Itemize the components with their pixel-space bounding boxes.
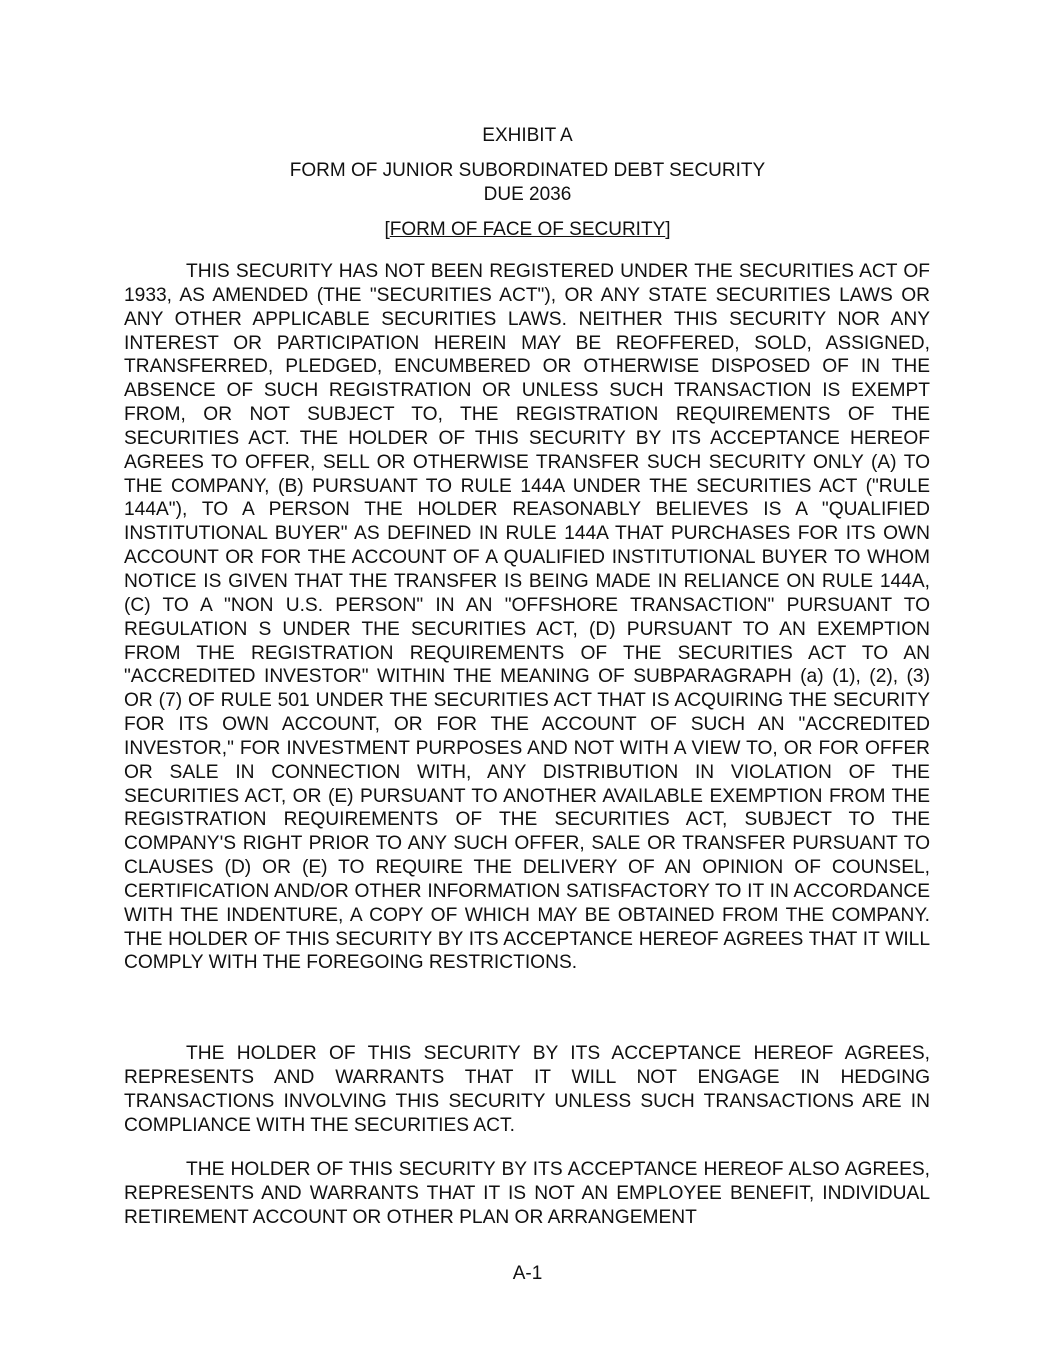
exhibit-heading: EXHIBIT A: [482, 125, 573, 146]
bracket-close: ]: [665, 219, 671, 240]
legend-paragraph-3: THE HOLDER OF THIS SECURITY BY ITS ACCEPTANCE HEREOF ALSO AGREES, REPRESENTS AND WARRANTS THAT IT IS NOT AN EMPLOYEE BENEFIT, INDIVIDUAL RETIREMENT ACCOUNT OR OTHER PLAN OR ARRANGEMENT: [124, 1159, 930, 1228]
form-title: FORM OF JUNIOR SUBORDINATED DEBT SECURITY: [289, 160, 766, 181]
page-number: A-1: [512, 1263, 543, 1284]
face-of-security-label: FORM OF FACE OF SECURITY: [389, 219, 666, 240]
legend-paragraph-1: THIS SECURITY HAS NOT BEEN REGISTERED UNDER THE SECURITIES ACT OF 1933, AS AMENDED (THE "SECURITIES ACT"), OR ANY STATE SECURITIES LAWS OR ANY OTHER APPLICABLE SECURITIES LAWS. NEITHER THIS SECURITY NOR ANY INTEREST OR PARTICIPATION HEREIN MAY BE REOFFERED, SOLD, ASSIGNED, TRANSFERRED, PLEDGED, ENCUMBERED OR OTHERWISE DISPOSED OF IN THE ABSENCE OF SUCH REGISTRATION OR UNLESS SUCH TRANSACTION IS EXEMPT FROM, OR NOT SUBJECT TO, THE REGISTRATION REQUIREMENTS OF THE SECURITIES ACT. THE HOLDER OF THIS SECURITY BY ITS ACCEPTANCE HEREOF AGREES TO OFFER, SELL OR OTHERWISE TRANSFER SUCH SECURITY ONLY (A) TO THE COMPANY, (B) PURSUANT TO RULE 144A UNDER THE SECURITIES ACT ("RULE 144A"), TO A PERSON THE HOLDER REASONABLY BELIEVES IS A "QUALIFIED INSTITUTIONAL BUYER" AS DEFINED IN RULE 144A THAT PURCHASES FOR ITS OWN ACCOUNT OR FOR THE ACCOUNT OF A QUALIFIED INSTITUTIONAL BUYER TO WHOM NOTICE IS GIVEN THAT THE TRANSFER IS BEING MADE IN RELIANCE ON RULE 144A, (C) TO A "NON U.S. PERSON" IN AN "OFFSHORE TRANSACTION" PURSUANT TO REGULATION S UNDER THE SECURITIES ACT, (D) PURSUANT TO AN EXEMPTION FROM THE REGISTRATION REQUIREMENTS OF THE SECURITIES ACT TO AN "ACCREDITED INVESTOR" WITHIN THE MEANING OF SUBPARAGRAPH (a) (1), (2), (3) OR (7) OF RULE 501 UNDER THE SECURITIES ACT THAT IS ACQUIRING THE SECURITY FOR ITS OWN ACCOUNT, OR FOR THE ACCOUNT OF SUCH AN "ACCREDITED INVESTOR," FOR INVESTMENT PURPOSES AND NOT WITH A VIEW TO, OR FOR OFFER OR SALE IN CONNECTION WITH, ANY DISTRIBUTION IN VIOLATION OF THE SECURITIES ACT, OR (E) PURSUANT TO ANOTHER AVAILABLE EXEMPTION FROM THE REGISTRATION REQUIREMENTS OF THE SECURITIES ACT, SUBJECT TO THE COMPANY'S RIGHT PRIOR TO ANY SUCH OFFER, SALE OR TRANSFER PURSUANT TO CLAUSES (D) OR (E) TO REQUIRE THE DELIVERY OF AN OPINION OF COUNSEL, CERTIFICATION AND/OR OTHER INFORMATION SATISFACTORY TO IT IN ACCORDANCE WITH THE INDENTURE, A COPY OF WHICH MAY BE OBTAINED FROM THE COMPANY. THE HOLDER OF THIS SECURITY BY ITS ACCEPTANCE HEREOF AGREES THAT IT WILL COMPLY WITH THE FOREGOING RESTRICTIONS.: [124, 261, 930, 974]
legend-paragraph-2: THE HOLDER OF THIS SECURITY BY ITS ACCEPTANCE HEREOF AGREES, REPRESENTS AND WARRANTS THAT IT WILL NOT ENGAGE IN HEDGING TRANSACTIONS INVOLVING THIS SECURITY UNLESS SUCH TRANSACTIONS ARE IN COMPLIANCE WITH THE SECURITIES ACT.: [124, 1043, 930, 1136]
face-of-security-heading: [0, 218, 1055, 242]
due-line: DUE 2036: [483, 184, 572, 205]
bracket-open: [: [384, 219, 390, 240]
